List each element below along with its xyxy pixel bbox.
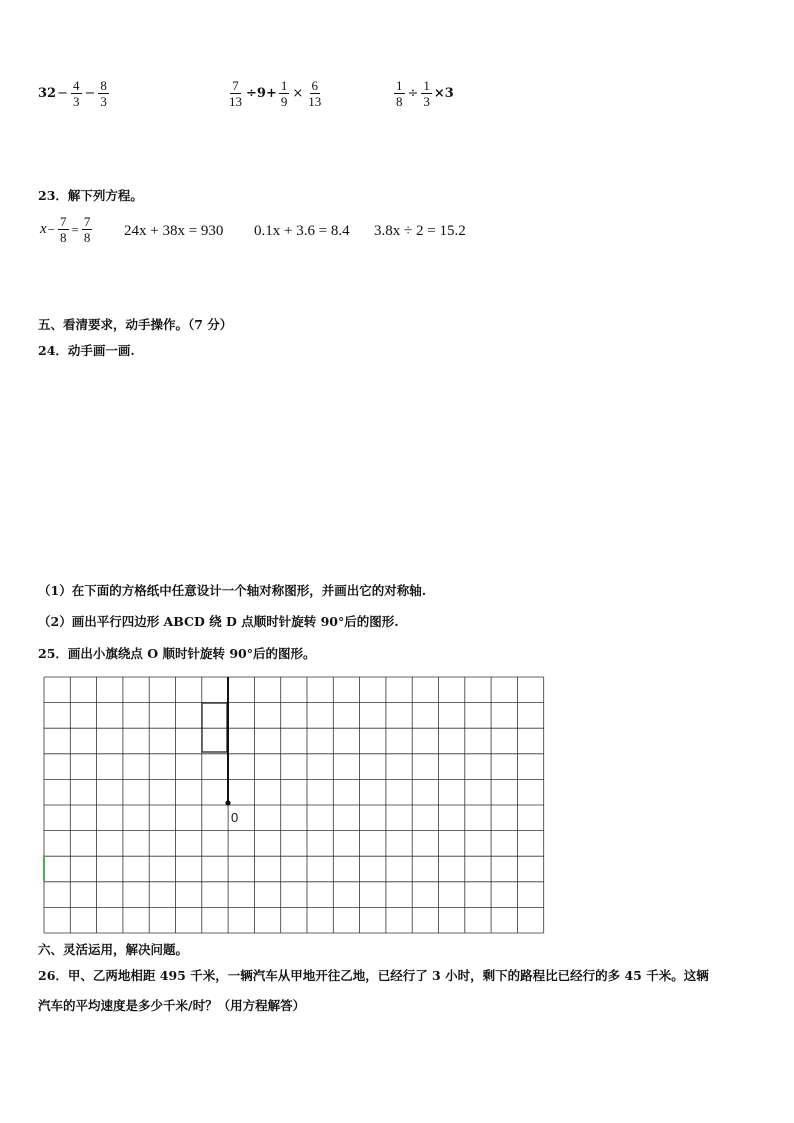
q23-equation-2: 24x + 38x = 930 [124,223,224,239]
eq1-equals: = [71,221,79,237]
expr3-op1: ÷ [407,86,419,101]
eq1-frac-left: $\frac{7}{8}$ [60,214,67,245]
eq1-var: x [40,221,47,237]
expr1-op1: − [57,86,68,101]
q24-title: 24．动手画一画. [38,343,135,358]
q25-title: 25．画出小旗绕点 O 顺时针旋转 90°后的图形。 [38,646,316,661]
q23-title: 23．解下列方程。 [38,188,143,203]
rotation-point-o [225,800,230,805]
expr1-lead: 32 [38,86,57,101]
point-o-label: 0 [231,810,239,825]
expr3-frac2: $\frac{1}{3}$ [423,78,430,109]
q24-part1: （1）在下面的方格纸中任意设计一个轴对称图形，并画出它的对称轴. [38,583,427,598]
expr1-op2: − [84,86,96,101]
q26-line2: 汽车的平均速度是多少千米/时？（用方程解答） [38,998,306,1013]
expr2-frac1: $\frac{7}{13}$ [229,78,242,109]
section6-title: 六、灵活运用，解决问题。 [38,942,189,957]
expr3-tail: ×3 [433,86,454,101]
eq1-op: − [47,221,56,237]
expr2-op1: ÷9+ [246,86,277,101]
expr1-frac2: $\frac{8}{3}$ [100,78,107,109]
q24-part2: （2）画出平行四边形 ABCD 绕 D 点顺时针旋转 90°后的图形. [38,614,399,629]
expr2-op2: × [292,86,304,101]
grid-lines [44,677,544,933]
eq1-frac-right: $\frac{7}{8}$ [83,214,91,245]
q23-equation-3: 0.1x + 3.6 = 8.4 [254,223,350,239]
expr2-frac2: $\frac{1}{9}$ [280,78,288,109]
flag-rectangle [202,703,227,752]
expr1-frac1: $\frac{4}{3}$ [73,78,80,109]
expr2-frac3: $\frac{6}{13}$ [308,78,322,109]
expr3-frac1: $\frac{1}{8}$ [396,78,403,109]
section5-title: 五、看清要求，动手操作。（7 分） [38,317,233,332]
q23-equation-4: 3.8x ÷ 2 = 15.2 [374,223,466,239]
q26-line1: 26．甲、乙两地相距 495 千米，一辆汽车从甲地开往乙地，已经行了 3 小时，剩下的路程比已经行的多 45 千米。这辆 [38,968,709,983]
